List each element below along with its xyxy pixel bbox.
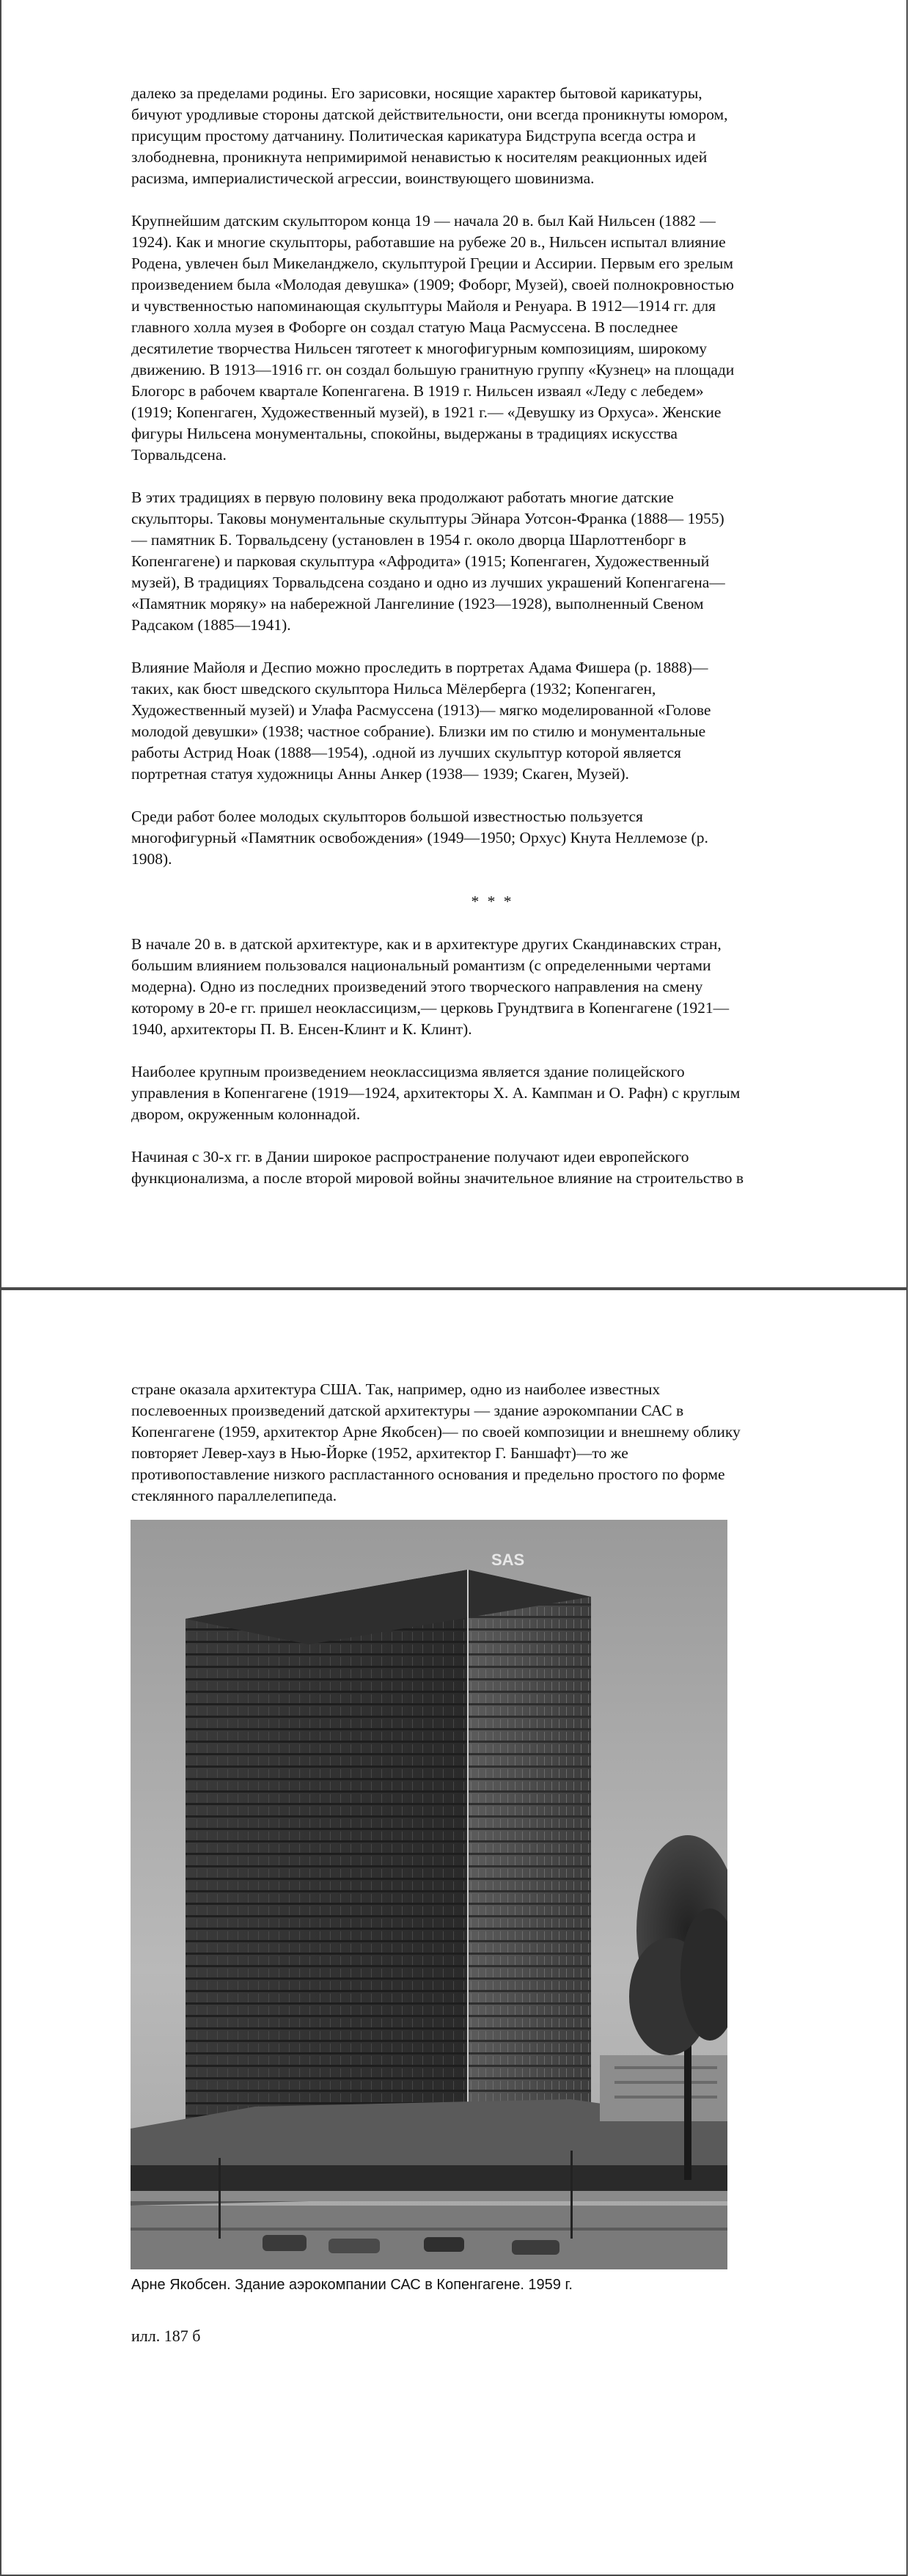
paragraph-neoclassicism: Наиболее крупным произведением неоклассицизма является здание полицейского управления в Копенгагене (1919—1924, архитекторы X. А. Кампман и О. Рафн) с круглым двором, окруженным колоннадой. — [131, 1063, 741, 1123]
page-2-text — [131, 1379, 854, 1528]
paragraph-thorvaldsen-tradition: В этих традициях в первую половину века продолжают работать многие датские скульпторы. Таковы монументальные скульптуры Эйнара Уотсон-Франка (1888— 1955) — памятник Б. Торвальдсену (установлен в 1954 г. около дворца Шарлоттенборг в Копенгагене) и парковая скульптура «Афродита» (1915; Копенгаген, Художественный музей), В традициях Торвальдсена создано и одно из лучших украшений Копенгагена— «Памятник моряку» на набережной Лангелиние (1923—1928), выполненный Свеном Радсаком (1885—1941). — [131, 489, 725, 634]
roof-sign: SAS — [491, 1551, 525, 1569]
paragraph-functionalism: Начиная с 30-х гг. в Дании широкое распространение получают идеи европейского функционализма, а после второй мировой войны значительное влияние на строительство в — [131, 1148, 744, 1187]
paragraph-sas-building: стране оказала архитектура США. Так, например, одно из наиболее известных послевоенных произведений датской архитектуры — здание аэрокомпании САС в Копенгагене (1959, архитектор Арне Якобсен)— по своей композиции и внешнему облику повторяет Левер-хауз в Нью-Йорке (1952, архитектор Г. Баншафт)—то же противопоставление низкого распластанного основания и предельно простого по форме стеклянного параллелепипеда. — [131, 1380, 741, 1504]
paragraph-kai-nielsen: Крупнейшим датским скульптором конца 19 — начала 20 в. был Кай Нильсен (1882 — 1924). Как и многие скульпторы, работавшие на рубеже 20 в., Нильсен испытал влияние Родена, увлечен был Микеланджело, скульптурой Греции и Ассирии. Первым его зрелым произведением была «Молодая девушка» (1909; Фоборг, Музей), своей полнокровностью и чувственностью напоминающая скульптуры Майоля и Ренуара. В 1912—1914 гг. для главного холла музея в Фоборге он создал статую Маца Расмуссена. В последнее десятилетие творчества Нильсен тяготеет к многофигурным композициям, широкому движению. В 1913—1916 гг. он создал большую гранитную группу «Кузнец» на площади Блогорс в рабочем квартале Копенгагена. В 1919 г. Нильсен изваял «Леду с лебедем» (1919; Копенгаген, Художественный музей), в 1921 г.— «Девушку из Орхуса». Женские фигуры Нильсена монументальны, спокойны, выдержаны в традициях искусства Торвальдсена. — [131, 212, 735, 464]
paragraph-national-romanticism: В начале 20 в. в датской архитектуре, как и в архитектуре других Скандинавских стран, большим влиянием пользовался национальный романтизм (с определенными чертами модерна). Одно из последних произведений этого творческого направления на смену которому в 20-е гг. пришел неоклассицизм,— церковь Грундтвига в Копенгагене (1921— 1940, архитекторы П. В. Енсен-Клинт и К. Клинт). — [131, 935, 730, 1038]
figure-number: илл. 187 б — [131, 2327, 201, 2345]
figure-caption: Арне Якобсен. Здание аэрокомпании САС в Копенгагене. 1959 г. — [131, 2277, 573, 2293]
paragraph-maillol-despiau: Влияние Майоля и Деспио можно проследить в портретах Адама Фишера (р. 1888)— таких, как бюст шведского скульптора Нильса Мёлерберга (1932; Копенгаген, Художественный музей) и Улафа Расмуссена (1913)— мягко моделированной «Голове молодой девушки» (1938; частное собрание). Близки им по стилю и монументальные работы Астрид Ноак (1888—1954), .одной из лучших скульптур которой является портретная статуя художницы Анны Анкер (1938— 1939; Скаген, Музей). — [131, 659, 711, 783]
page-2 — [0, 1289, 908, 2576]
sas-building-photo — [131, 1520, 727, 2269]
paragraph-young-sculptors: Среди работ более молодых скульпторов большой известностью пользуется многофигурньй «Памятник освобождения» (1949—1950; Орхус) Кнута Неллемозе (р. 1908). — [131, 808, 708, 868]
section-separator: * * * — [471, 893, 514, 910]
paragraph-bidstrup: далеко за пределами родины. Его зарисовки, носящие характер бытовой карикатуры, бичуют уродливые стороны датской действительности, они всегда проникнуты юмором, присущим простому датчанину. Политическая карикатура Бидструпа всегда остра и злободневна, проникнута непримиримой ненавистью к носителям реакционных идей расизма, империалистической агрессии, воинствующего шовинизма. — [131, 84, 728, 187]
page-1-text — [131, 83, 854, 1210]
page-1 — [0, 0, 908, 1289]
